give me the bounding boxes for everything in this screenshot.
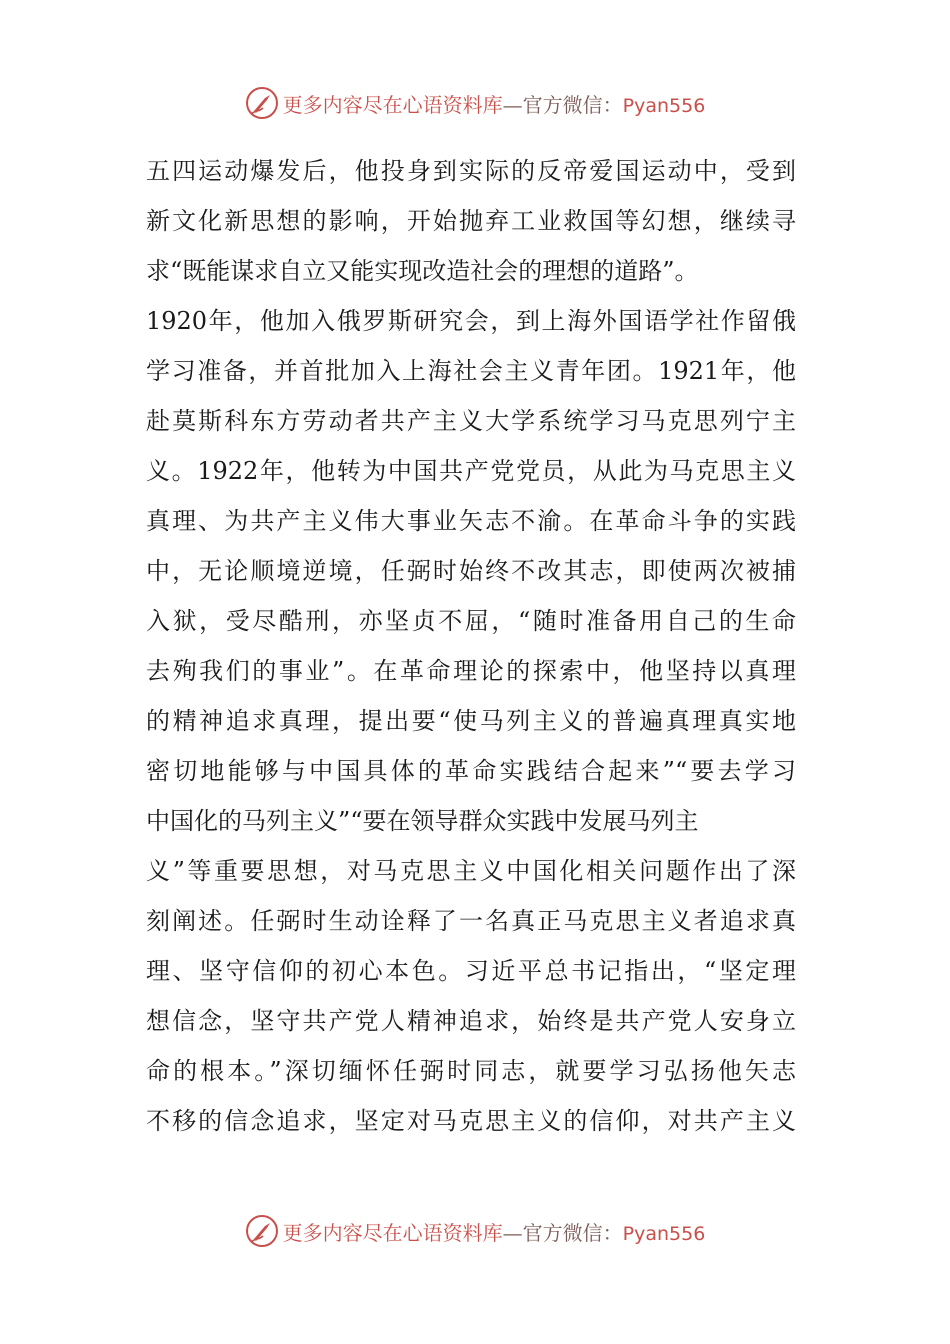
footer-channel: 官方微信：: [522, 1220, 623, 1245]
body-line: 义。1922年，他转为中国共产党党员，从此为马克思主义: [146, 457, 796, 485]
footer-banner-text: [283, 1217, 706, 1246]
header-dash: —: [502, 92, 523, 117]
body-line: 理、坚守信仰的初心本色。习近平总书记指出，“坚定理: [146, 957, 796, 985]
body-line: 中，无论顺境逆境，任弼时始终不改其志，即使两次被捕: [146, 557, 796, 585]
document-body: [146, 146, 796, 1146]
body-line: 中国化的马列主义”“要在领导群众实践中发展马列主: [146, 807, 699, 835]
body-line: 入狱，受尽酷刑，亦坚贞不屈，“随时准备用自己的生命: [146, 607, 796, 635]
footer-brand: 更多内容尽在心语资料库: [282, 1220, 503, 1245]
footer-banner: [0, 1211, 950, 1251]
body-line: 新文化新思想的影响，开始抛弃工业救国等幻想，继续寻: [146, 207, 796, 235]
body-line: 想信念，坚守共产党人精神追求，始终是共产党人安身立: [146, 1007, 796, 1035]
pen-nib-logo-icon: [245, 86, 279, 120]
body-line: 刻阐述。任弼时生动诠释了一名真正马克思主义者追求真: [146, 907, 796, 935]
footer-wechat-id: Pyan556: [622, 1222, 706, 1245]
footer-dash: —: [502, 1220, 523, 1245]
body-line: 真理、为共产主义伟大事业矢志不渝。在革命斗争的实践: [146, 507, 796, 535]
body-line: 求“既能谋求自立又能实现改造社会的理想的道路”。: [146, 257, 699, 285]
body-line: 去殉我们的事业”。在革命理论的探索中，他坚持以真理: [146, 657, 796, 685]
body-line: 密切地能够与中国具体的革命实践结合起来”“要去学习: [146, 757, 796, 785]
header-banner: [0, 83, 950, 123]
header-wechat-id: Pyan556: [622, 94, 706, 117]
body-line: 的精神追求真理，提出要“使马列主义的普遍真理真实地: [146, 707, 796, 735]
body-line: 1920年，他加入俄罗斯研究会，到上海外国语学社作留俄: [146, 307, 796, 335]
body-line: 学习准备，并首批加入上海社会主义青年团。1921年，他: [146, 357, 796, 385]
body-line: 赴莫斯科东方劳动者共产主义大学系统学习马克思列宁主: [146, 407, 796, 435]
body-line: 不移的信念追求，坚定对马克思主义的信仰，对共产主义: [146, 1107, 796, 1135]
body-line: 五四运动爆发后，他投身到实际的反帝爱国运动中，受到: [146, 157, 796, 185]
header-banner-text: [283, 89, 706, 118]
header-brand: 更多内容尽在心语资料库: [282, 92, 503, 117]
header-channel: 官方微信：: [522, 92, 623, 117]
body-line: 命的根本。”深切缅怀任弼时同志，就要学习弘扬他矢志: [146, 1057, 796, 1085]
pen-nib-logo-icon: [245, 1214, 279, 1248]
body-line: 义”等重要思想，对马克思主义中国化相关问题作出了深: [146, 857, 796, 885]
